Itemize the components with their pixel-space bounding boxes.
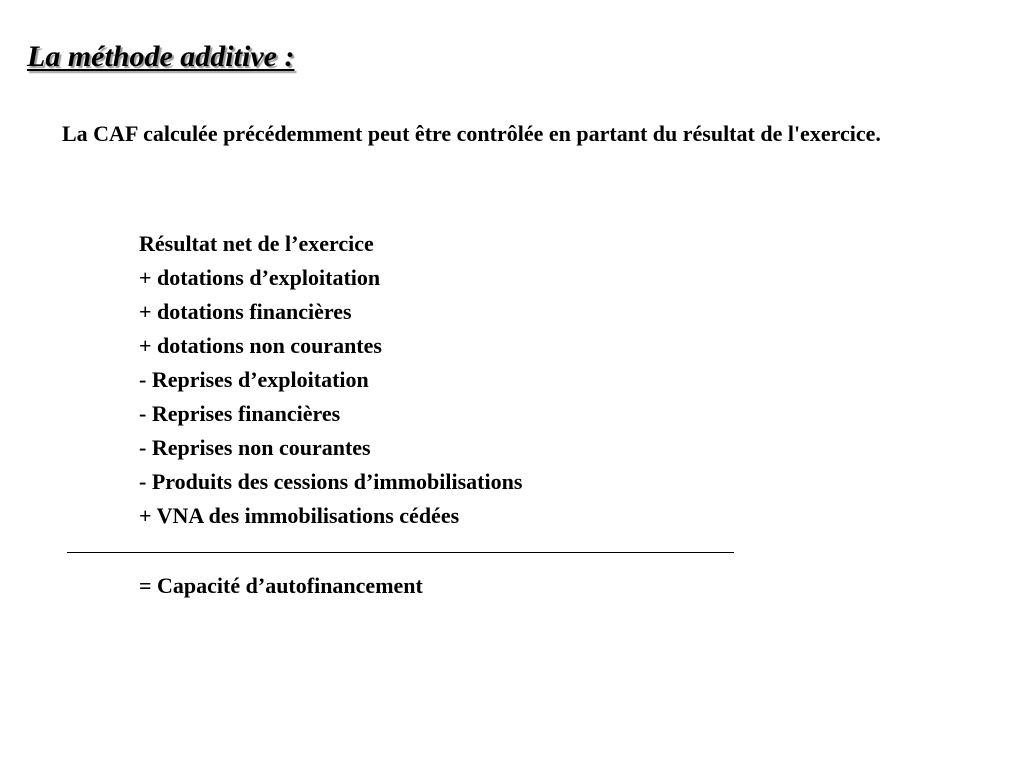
sum-divider-line bbox=[67, 552, 734, 553]
formula-line-net-book-value: + VNA des immobilisations cédées bbox=[139, 503, 460, 528]
formula-line-net-result: Résultat net de l’exercice bbox=[139, 231, 374, 256]
intro-paragraph: La CAF calculée précédemment peut être contrôlée en partant du résultat de l'exercice. bbox=[62, 121, 881, 146]
formula-line-non-current-allowances: + dotations non courantes bbox=[139, 333, 382, 358]
formula-line-non-current-reversals: - Reprises non courantes bbox=[139, 435, 371, 460]
formula-list bbox=[139, 227, 522, 533]
formula-line-operating-reversals: - Reprises d’exploitation bbox=[139, 367, 369, 392]
formula-line-asset-sale-proceeds: - Produits des cessions d’immobilisations bbox=[139, 469, 523, 494]
formula-line-operating-allowances: + dotations d’exploitation bbox=[139, 265, 381, 290]
formula-line-financial-reversals: - Reprises financières bbox=[139, 401, 341, 426]
formula-result: = Capacité d’autofinancement bbox=[139, 573, 423, 598]
slide-title: La méthode additive : bbox=[27, 40, 295, 73]
formula-line-financial-allowances: + dotations financières bbox=[139, 299, 352, 324]
